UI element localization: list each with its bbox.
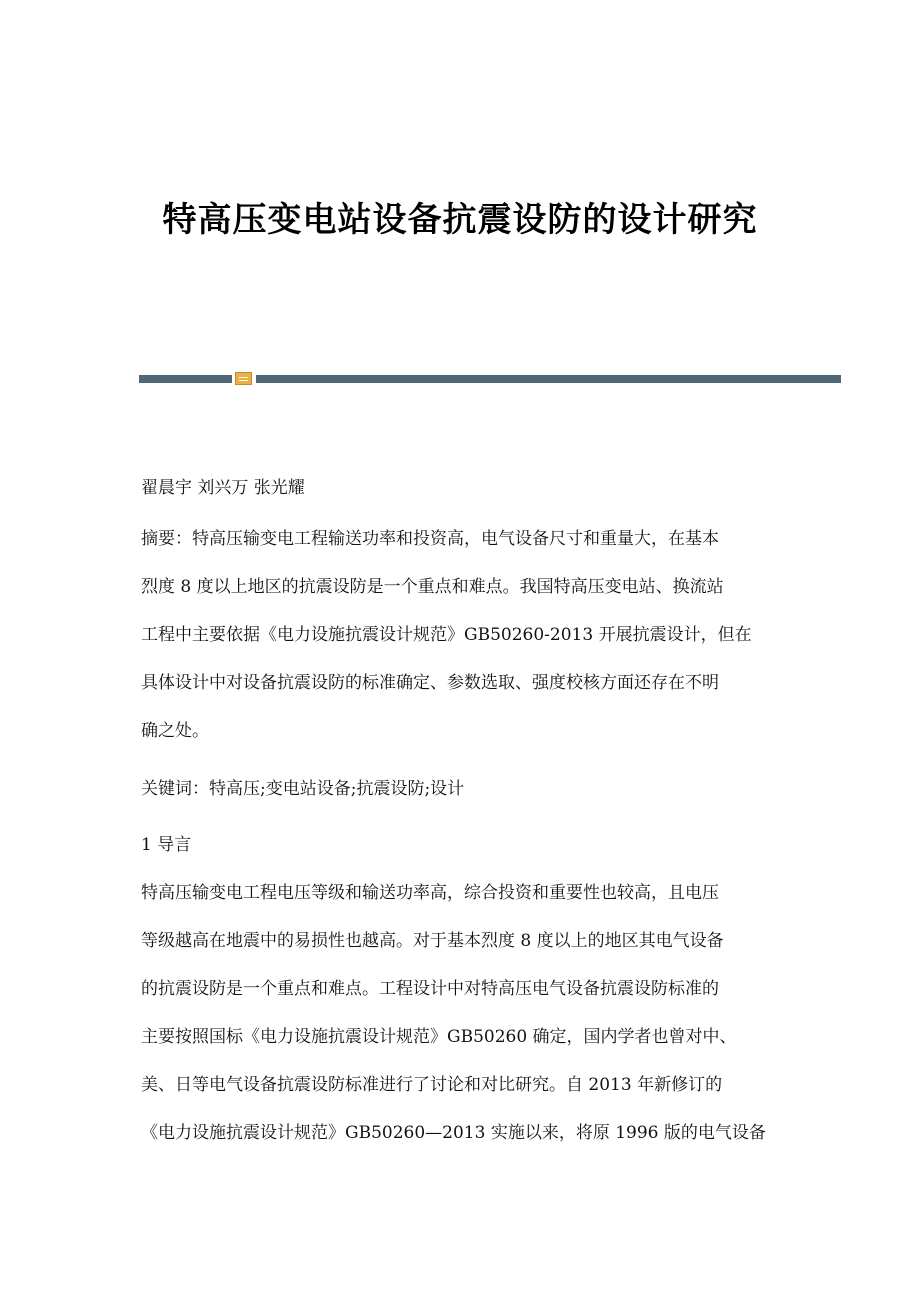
intro-line: 美、日等电气设备抗震设防标准进行了讨论和对比研究。自 2013 年新修订的 [141, 1075, 723, 1095]
intro-line: 等级越高在地震中的易损性也越高。对于基本烈度 8 度以上的地区其电气设备 [141, 931, 724, 951]
intro-line: 特高压输变电工程电压等级和输送功率高，综合投资和重要性也较高，且电压 [141, 883, 719, 903]
abstract-line: 具体设计中对设备抗震设防的标准确定、参数选取、强度校核方面还存在不明 [141, 673, 719, 693]
intro-line: 《电力设施抗震设计规范》GB50260—2013 实施以来，将原 1996 版的电气设备 [141, 1123, 766, 1143]
abstract-line: 工程中主要依据《电力设施抗震设计规范》GB50260-2013 开展抗震设计，但在 [141, 625, 752, 645]
intro-paragraph [141, 869, 781, 1157]
title-divider-right [256, 375, 841, 383]
abstract-line: 烈度 8 度以上地区的抗震设防是一个重点和难点。我国特高压变电站、换流站 [141, 577, 724, 597]
intro-line: 的抗震设防是一个重点和难点。工程设计中对特高压电气设备抗震设防标准的 [141, 979, 719, 999]
section-heading: 1 导言 [141, 835, 192, 855]
abstract-line: 摘要：特高压输变电工程输送功率和投资高，电气设备尺寸和重量大，在基本 [141, 529, 719, 549]
title-divider-left [139, 375, 232, 383]
author-list: 翟晨宇 刘兴万 张光耀 [141, 478, 305, 498]
document-title: 特高压变电站设备抗震设防的设计研究 [162, 200, 758, 240]
abstract-line: 确之处。 [141, 721, 209, 741]
abstract [141, 515, 781, 755]
intro-line: 主要按照国标《电力设施抗震设计规范》GB50260 确定，国内学者也曾对中、 [141, 1027, 737, 1047]
document-icon [235, 372, 252, 385]
keywords: 关键词：特高压;变电站设备;抗震设防;设计 [141, 779, 465, 799]
